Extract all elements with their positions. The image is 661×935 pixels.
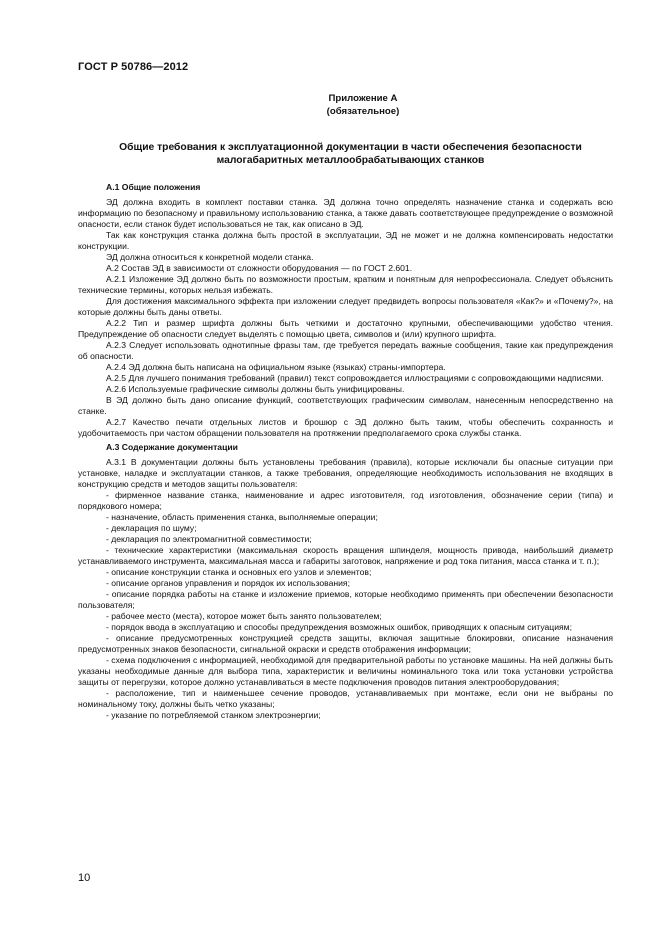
annex-heading bbox=[0, 93, 661, 118]
paragraph: - порядок ввода в эксплуатацию и способы предупреждения возможных ошибок, приводящих к опасным ситуациям; bbox=[106, 622, 572, 632]
paragraph: - описание порядка работы на станке и изложение приемов, которые необходимо применять при обеспечении безопасности пользователя; bbox=[78, 589, 613, 610]
paragraph: А.2.7 Качество печати отдельных листов и брошюр с ЭД должно быть таким, чтобы обеспечить сохранность и удобочитаемость при частом обращении пользователя на протяжении предполагаемого срока службы станка. bbox=[78, 417, 613, 438]
paragraph: А.2.5 Для лучшего понимания требований (правил) текст сопровождается иллюстрациями с сопровождающими надписями. bbox=[106, 373, 604, 383]
paragraph: Для достижения максимального эффекта при изложении следует предвидеть вопросы пользователя «Как?» и «Почему?», на которые должны быть даны ответы. bbox=[78, 296, 613, 317]
page-number: 10 bbox=[78, 872, 91, 884]
paragraph: - указание по потребляемой станком электроэнергии; bbox=[106, 710, 321, 720]
paragraph: А.3.1 В документации должны быть установлены требования (правила), которые исключали бы опасные ситуации при установке, наладке и эксплуатации станков, а также требования, определяющие необходимость использования не входящих в конструкцию средств и методов защиты пользователя: bbox=[78, 457, 613, 489]
paragraph: А.2 Состав ЭД в зависимости от сложности оборудования — по ГОСТ 2.601. bbox=[106, 263, 413, 273]
paragraph: А.2.1 Изложение ЭД должно быть по возможности простым, кратким и понятным для непрофессионала. Следует объяснить технические термины, которых нельзя избежать. bbox=[78, 274, 613, 295]
section-heading: А.3 Содержание документации bbox=[106, 442, 238, 452]
section-heading: А.1 Общие положения bbox=[106, 182, 201, 192]
paragraph: - рабочее место (места), которое может быть занято пользователем; bbox=[106, 611, 382, 621]
paragraph: А.2.2 Тип и размер шрифта должны быть четкими и достаточно крупными, обеспечивающими удобство чтения. Предупреждение об опасности следует выделять с помощью цвета, символов и (или) крупного шрифта. bbox=[78, 318, 613, 339]
paragraph: ЭД должна входить в комплект поставки станка. ЭД должна точно определять назначение станка и содержать всю информацию по безопасному и правильному использованию станка, а также давать соответствующее предупреждение о возможной опасности, если станок будет использоваться не так, как описано в ЭД. bbox=[78, 197, 613, 229]
document-body bbox=[78, 182, 613, 721]
paragraph: - декларация по электромагнитной совместимости; bbox=[106, 534, 312, 544]
paragraph: - назначение, область применения станка, выполняемые операции; bbox=[106, 512, 378, 522]
paragraph: - описание предусмотренных конструкцией средств защиты, включая защитные блокировки, описание назначения предусмотренных знаков безопасности, сигнальной окраски и средств отображения информации; bbox=[78, 633, 613, 654]
paragraph: ЭД должна относиться к конкретной модели станка. bbox=[106, 252, 314, 262]
paragraph: А.2.3 Следует использовать однотипные фразы там, где требуется передать важные сообщения, такие как предупреждения об опасности. bbox=[78, 340, 613, 361]
standard-code-header: ГОСТ Р 50786—2012 bbox=[78, 61, 189, 73]
document-title: Общие требования к эксплуатационной документации в части обеспечения безопасности малогабаритных металлообрабатывающих станков bbox=[119, 142, 582, 166]
paragraph: - фирменное название станка, наименование и адрес изготовителя, год изготовления, обозначение серии (типа) и порядкового номера; bbox=[78, 490, 613, 511]
paragraph: - схема подключения с информацией, необходимой для предварительной работы по установке машины. На ней должны быть указаны необходимые данные для выбора типа, характеристик и величины номинального тока или тока установки устройства защиты от перегрузки, которое должно устанавливаться в месте подключения проводов питания электрооборудования; bbox=[78, 655, 613, 687]
paragraph: - технические характеристики (максимальная скорость вращения шпинделя, мощность привода, наибольший диаметр устанавливаемого инструмента, максимальная масса и габариты заготовок, напряжение и род тока питания, масса станка и т. п.); bbox=[78, 545, 613, 566]
paragraph: - описание органов управления и порядок их использования; bbox=[106, 578, 350, 588]
paragraph: А.2.4 ЭД должна быть написана на официальном языке (языках) страны-импортера. bbox=[106, 362, 446, 372]
paragraph: А.2.6 Используемые графические символы должны быть унифицированы. bbox=[106, 384, 405, 394]
paragraph: Так как конструкция станка должна быть простой в эксплуатации, ЭД не может и не должна компенсировать недостатки конструкции. bbox=[78, 230, 613, 251]
paragraph: В ЭД должно быть дано описание функций, соответствующих графическим символам, нанесенным непосредственно на станке. bbox=[78, 395, 613, 416]
paragraph: - расположение, тип и наименьшее сечение проводов, устанавливаемых при монтаже, если они не выбраны по номинальному току, должны быть четко указаны; bbox=[78, 688, 613, 709]
paragraph: - описание конструкции станка и основных его узлов и элементов; bbox=[106, 567, 372, 577]
paragraph: - декларация по шуму; bbox=[106, 523, 197, 533]
annex-status: (обязательное) bbox=[326, 105, 400, 117]
annex-title: Приложение А bbox=[328, 93, 398, 104]
